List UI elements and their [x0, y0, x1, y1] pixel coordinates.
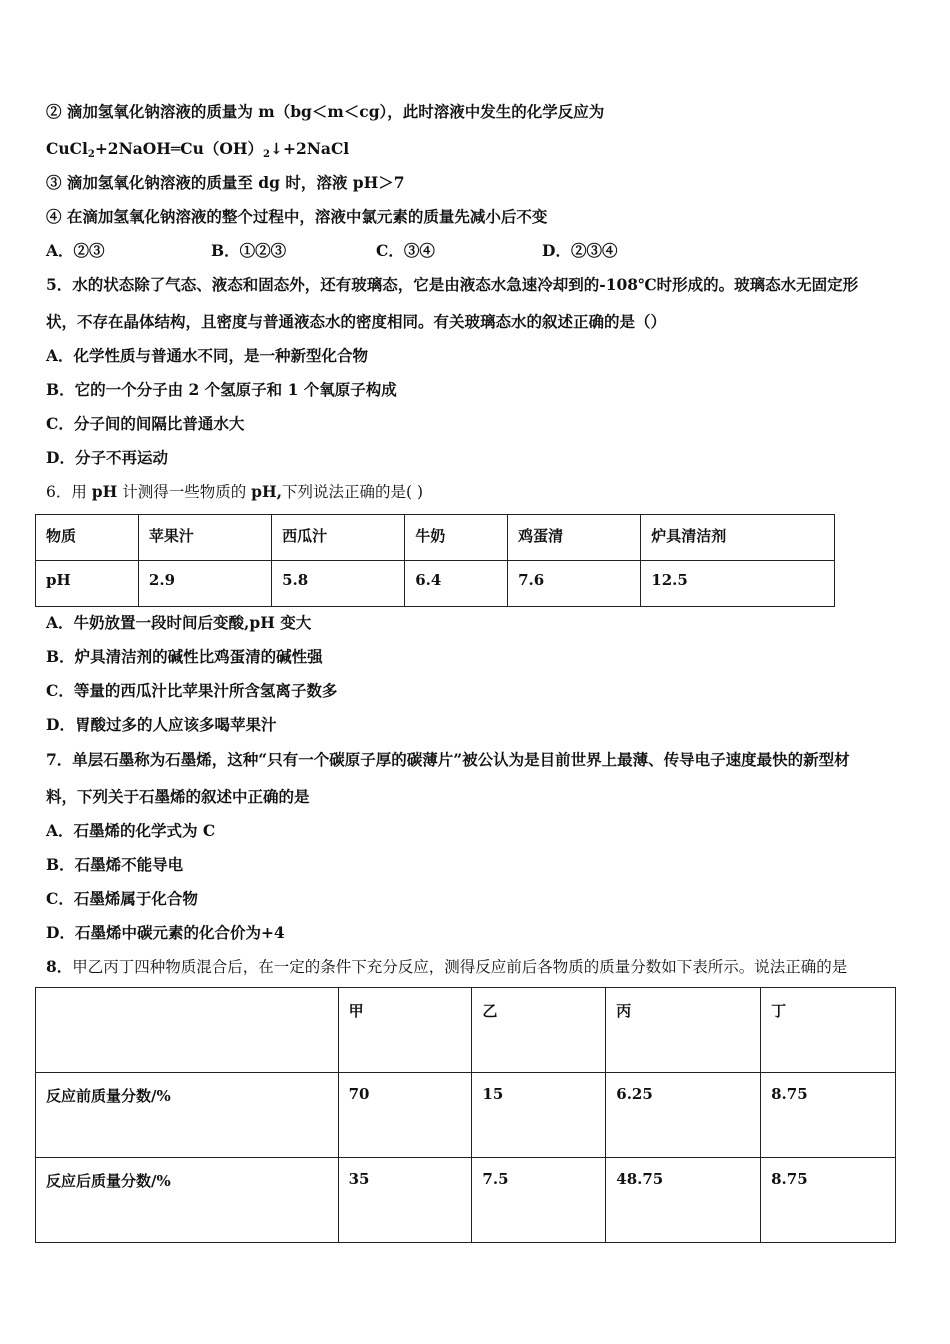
q8-stem	[46, 957, 847, 977]
q5-stem-line2: 状，不存在晶体结构，且密度与普通液态水的密度相同。有关玻璃态水的叙述正确的是（）	[46, 312, 667, 331]
table-row	[36, 1073, 896, 1158]
table-cell: 炉具清洁剂	[641, 515, 835, 561]
q4-option-c[interactable]: C．③④	[376, 241, 435, 260]
table-cell: 2.9	[138, 561, 271, 607]
q6-stem-part: 计测得一些物质的	[117, 483, 252, 501]
q8-mass-table	[35, 987, 896, 1243]
table-cell: 12.5	[641, 561, 835, 607]
table-header-row	[36, 988, 896, 1073]
q4-statement-3: ③ 滴加氢氧化钠溶液的质量至 dg 时，溶液 pH＞7	[46, 173, 405, 192]
q4-statement-4: ④ 在滴加氢氧化钠溶液的整个过程中，溶液中氯元素的质量先减小后不变	[46, 207, 548, 226]
table-cell: 5.8	[272, 561, 405, 607]
q8-stem-text: 甲乙丙丁四种物质混合后，在一定的条件下充分反应，测得反应前后各物质的质量分数如下表所示。说法正确的是	[72, 958, 848, 976]
q4-statement-2: ② 滴加氢氧化钠溶液的质量为 m（bg＜m＜cg），此时溶液中发生的化学反应为	[46, 102, 605, 121]
q7-option-c[interactable]: C．石墨烯属于化合物	[46, 889, 198, 908]
q7-option-a[interactable]: A．石墨烯的化学式为 C	[46, 821, 216, 840]
q4-option-d[interactable]: D．②③④	[542, 241, 618, 260]
q6-ph-table	[35, 514, 835, 607]
q6-option-b[interactable]: B．炉具清洁剂的碱性比鸡蛋清的碱性强	[46, 647, 323, 666]
q6-option-c[interactable]: C．等量的西瓜汁比苹果汁所含氢离子数多	[46, 681, 338, 700]
q6-stem-part: 下列说法正确的是( )	[282, 483, 424, 501]
table-cell: 物质	[36, 515, 139, 561]
table-cell: 乙	[472, 988, 606, 1073]
table-row	[36, 561, 835, 607]
q7-option-d[interactable]: D．石墨烯中碳元素的化合价为+4	[46, 923, 285, 942]
table-cell: 反应前质量分数/%	[36, 1073, 339, 1158]
q6-stem-part: 6．用	[46, 483, 92, 501]
eq-subscript: 2	[87, 149, 95, 160]
q8-number: 8．	[46, 957, 73, 976]
eq-part: ↓+2NaCl	[270, 139, 350, 158]
table-cell: 牛奶	[405, 515, 508, 561]
table-cell: 15	[472, 1073, 606, 1158]
q4-option-a[interactable]: A．②③	[46, 241, 105, 260]
eq-subscript: 2	[263, 149, 270, 160]
eq-part: CuCl	[46, 139, 88, 158]
table-cell: 48.75	[606, 1158, 761, 1243]
table-cell: 8.75	[761, 1073, 896, 1158]
q5-option-b[interactable]: B．它的一个分子由 2 个氢原子和 1 个氧原子构成	[46, 380, 397, 399]
q5-option-d[interactable]: D．分子不再运动	[46, 448, 168, 467]
q7-option-b[interactable]: B．石墨烯不能导电	[46, 855, 184, 874]
table-cell: 6.25	[606, 1073, 761, 1158]
table-cell: 反应后质量分数/%	[36, 1158, 339, 1243]
table-cell: 35	[338, 1158, 472, 1243]
q5-option-c[interactable]: C．分子间的间隔比普通水大	[46, 414, 245, 433]
q4-option-b[interactable]: B．①②③	[211, 241, 287, 260]
q5-option-a[interactable]: A．化学性质与普通水不同，是一种新型化合物	[46, 346, 369, 365]
q5-stem-line1: 5．水的状态除了气态、液态和固态外，还有玻璃态，它是由液态水急速冷却到的-108℃时形成的。玻璃态水无固定形	[46, 275, 859, 294]
q7-stem-line1: 7．单层石墨称为石墨烯，这种“只有一个碳原子厚的碳薄片”被公认为是目前世界上最薄、传导电子速度最快的新型材	[46, 750, 850, 769]
table-cell	[36, 988, 339, 1073]
q7-stem-line2: 料，下列关于石墨烯的叙述中正确的是	[46, 787, 310, 806]
table-row	[36, 1158, 896, 1243]
q6-stem-ph: pH,	[251, 482, 283, 501]
table-cell: 7.6	[508, 561, 641, 607]
table-cell: 苹果汁	[138, 515, 271, 561]
table-cell: 甲	[338, 988, 472, 1073]
eq-part: +2NaOH═Cu（OH）	[94, 139, 264, 158]
table-cell: 西瓜汁	[272, 515, 405, 561]
table-cell: 丙	[606, 988, 761, 1073]
q6-stem	[46, 482, 423, 502]
q6-stem-ph: pH	[91, 482, 118, 501]
table-cell: 丁	[761, 988, 896, 1073]
table-cell: 70	[338, 1073, 472, 1158]
table-cell: 7.5	[472, 1158, 606, 1243]
table-header-row	[36, 515, 835, 561]
table-cell: pH	[36, 561, 139, 607]
table-cell: 8.75	[761, 1158, 896, 1243]
q6-option-d[interactable]: D．胃酸过多的人应该多喝苹果汁	[46, 715, 277, 734]
table-cell: 6.4	[405, 561, 508, 607]
q4-equation	[46, 139, 349, 165]
q6-option-a[interactable]: A．牛奶放置一段时间后变酸,pH 变大	[46, 613, 312, 632]
table-cell: 鸡蛋清	[508, 515, 641, 561]
